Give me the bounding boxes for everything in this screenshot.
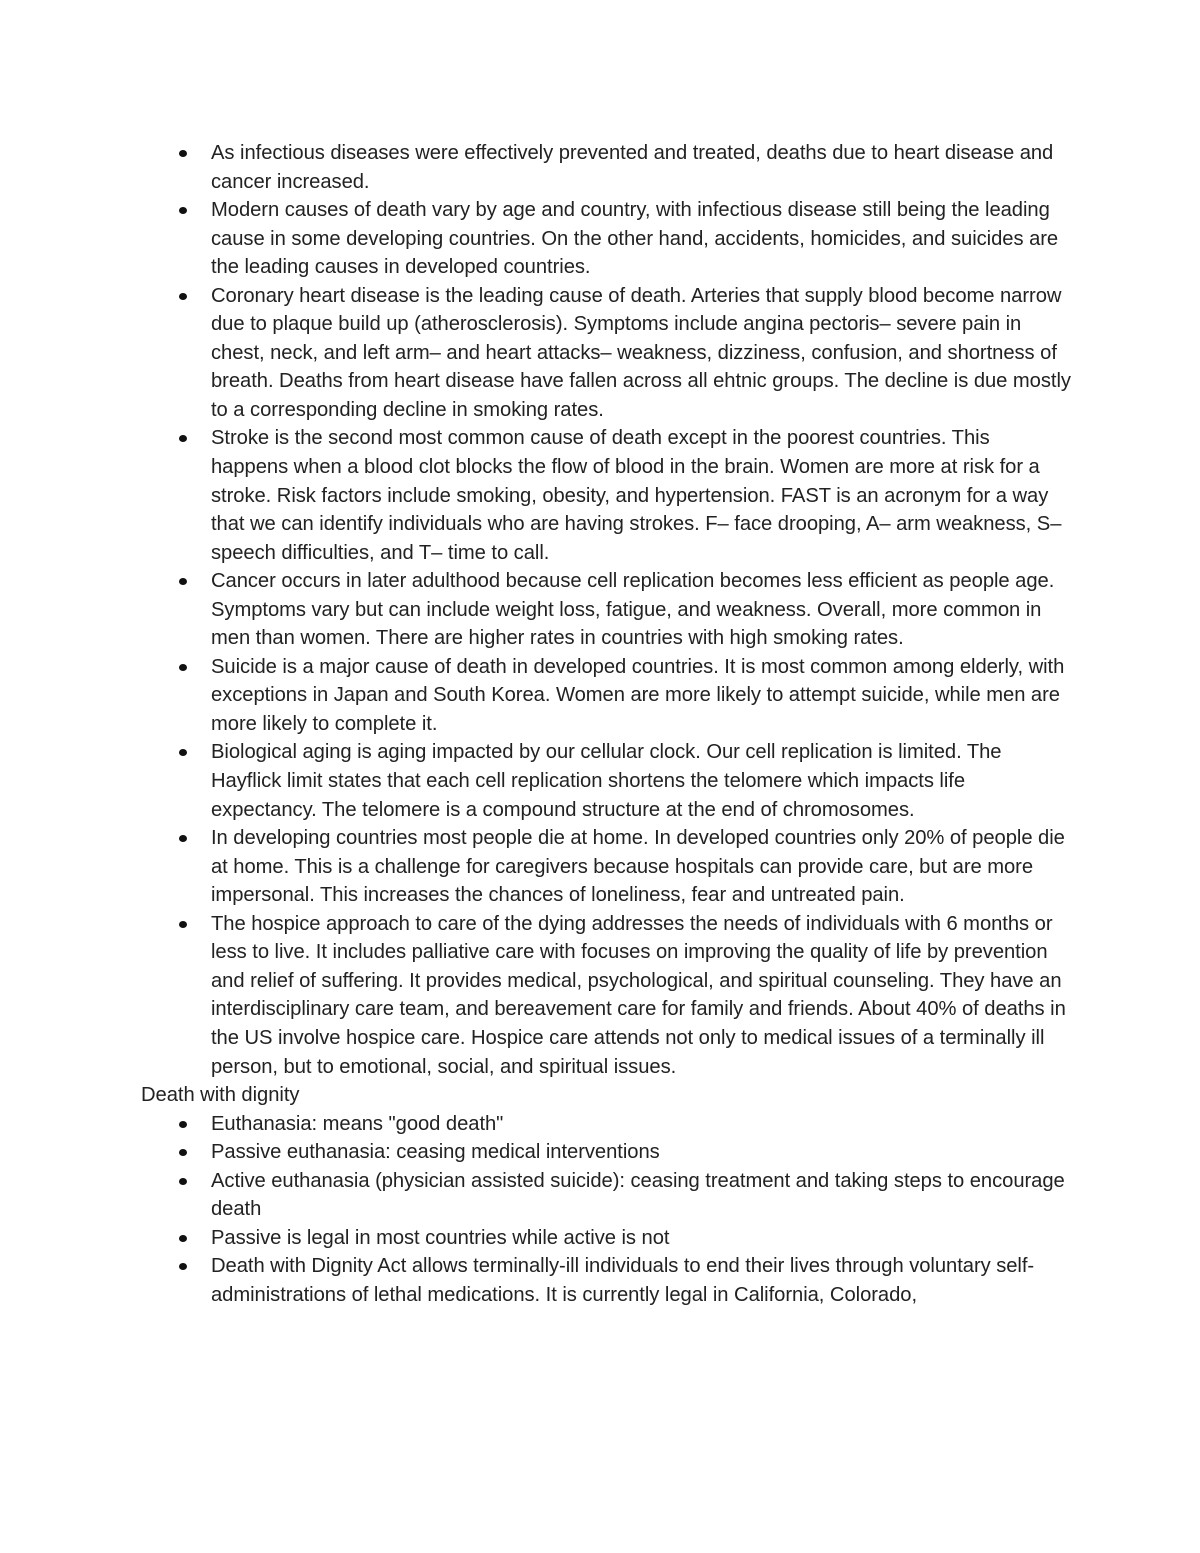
bullet-icon — [179, 207, 187, 214]
death-with-dignity-list — [141, 1110, 1071, 1310]
bullet-icon — [179, 150, 187, 157]
bullet-icon — [179, 1235, 187, 1242]
list-item-text: Passive is legal in most countries while active is not — [211, 1226, 670, 1249]
list-item-text: Cancer occurs in later adulthood because cell replication becomes less efficient as people age. Symptoms vary but can include weight loss, fatigue, and weakness. Overall, more common in men than women. There are higher rates in countries with high smoking rates. — [211, 570, 1055, 650]
bullet-icon — [179, 835, 187, 842]
list-item-text: In developing countries most people die at home. In developed countries only 20% of people die at home. This is a challenge for caregivers because hospitals can provide care, but are more impersonal. This increases the chances of loneliness, fear and untreated pain. — [211, 827, 1065, 907]
bullet-icon — [179, 578, 187, 585]
list-item-text: Modern causes of death vary by age and country, with infectious disease still being the leading cause in some developing countries. On the other hand, accidents, homicides, and suicides are the leading causes in developed countries. — [211, 199, 1059, 279]
list-item — [141, 196, 1071, 282]
list-item-text: Death with Dignity Act allows terminally-ill individuals to end their lives through voluntary self-administrations of lethal medications. It is currently legal in California, Colorado, — [211, 1255, 1035, 1306]
list-item — [141, 424, 1071, 567]
list-item-text: Coronary heart disease is the leading cause of death. Arteries that supply blood become narrow due to plaque build up (atherosclerosis). Symptoms include angina pectoris– severe pain in chest, neck, and left arm– and heart attacks– weakness, dizziness, confusion, and shortness of breath. Deaths from heart disease have fallen across all ehtnic groups. The decline is due mostly to a corresponding decline in smoking rates. — [211, 284, 1071, 421]
section-heading: Death with dignity — [141, 1084, 300, 1107]
list-item — [141, 282, 1071, 425]
list-item — [141, 139, 1071, 196]
list-item — [141, 653, 1071, 739]
bullet-icon — [179, 1178, 187, 1185]
list-item — [141, 910, 1071, 1081]
bullet-icon — [179, 1263, 187, 1270]
list-item — [141, 1110, 1071, 1139]
list-item-text: Suicide is a major cause of death in developed countries. It is most common among elderly, with exceptions in Japan and South Korea. Women are more likely to attempt suicide, while men are more likely to complete it. — [211, 655, 1065, 735]
list-item — [141, 738, 1071, 824]
bullet-icon — [179, 1149, 187, 1156]
bullet-icon — [179, 293, 187, 300]
list-item-text: Biological aging is aging impacted by our cellular clock. Our cell replication is limited. The Hayflick limit states that each cell replication shortens the telomere which impacts life expectancy. The telomere is a compound structure at the end of chromosomes. — [211, 741, 1002, 821]
bullet-icon — [179, 1121, 187, 1128]
list-item — [141, 567, 1071, 653]
list-item — [141, 1167, 1071, 1224]
list-item-text: The hospice approach to care of the dying addresses the needs of individuals with 6 months or less to live. It includes palliative care with focuses on improving the quality of life by prevention and relief of suffering. It provides medical, psychological, and spiritual counseling. They have an interdisciplinary care team, and bereavement care for family and friends. About 40% of deaths in the US involve hospice care. Hospice care attends not only to medical issues of a terminally ill person, but to emotional, social, and spiritual issues. — [211, 912, 1066, 1078]
list-item — [141, 1252, 1071, 1309]
list-item — [141, 824, 1071, 910]
list-item — [141, 1224, 1071, 1253]
list-item-text: As infectious diseases were effectively prevented and treated, deaths due to heart disease and cancer increased. — [211, 142, 1054, 193]
list-item-text: Active euthanasia (physician assisted suicide): ceasing treatment and taking steps to encourage death — [211, 1169, 1065, 1221]
list-item-text: Euthanasia: means "good death" — [211, 1112, 504, 1135]
bullet-icon — [179, 749, 187, 756]
bullet-icon — [179, 435, 187, 442]
list-item-text: Stroke is the second most common cause of death except in the poorest countries. This happens when a blood clot blocks the flow of blood in the brain. Women are more at risk for a stroke. Risk factors include smoking, obesity, and hypertension. FAST is an acronym for a way that we can identify individuals who are having strokes. F– face drooping, A– arm weakness, S– speech difficulties, and T– time to call. — [211, 427, 1062, 564]
bullet-icon — [179, 664, 187, 671]
causes-of-death-list — [141, 139, 1071, 1081]
document-body — [141, 139, 1071, 1309]
list-item — [141, 1138, 1071, 1167]
list-item-text: Passive euthanasia: ceasing medical interventions — [211, 1141, 660, 1164]
bullet-icon — [179, 921, 187, 928]
